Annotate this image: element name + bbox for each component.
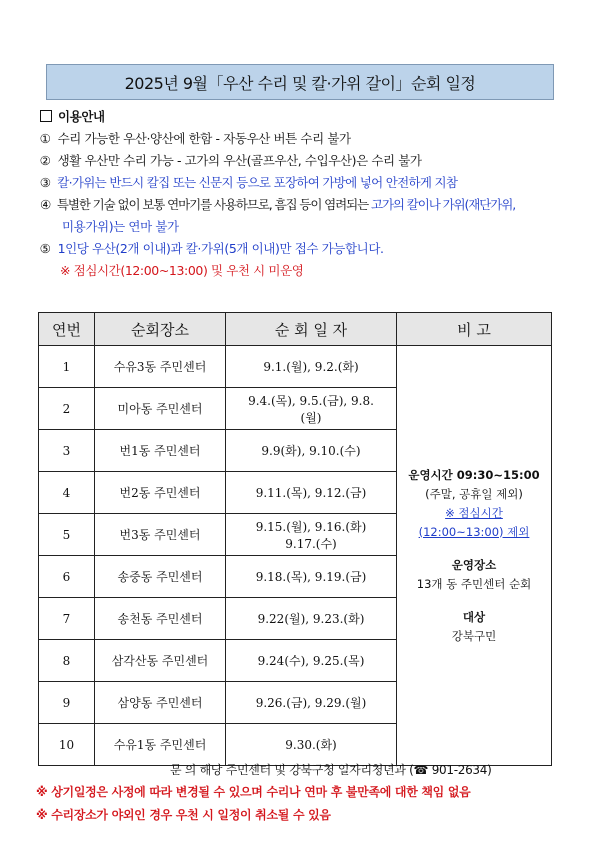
row-no: 2: [39, 388, 95, 430]
row-no: 3: [39, 430, 95, 472]
table-header-row: [39, 313, 552, 346]
guide-item-4: [36, 194, 576, 216]
place-label: 운영장소: [451, 557, 497, 572]
guide-item-text: 1인당 우산(2개 이내)과 칼·가위(5개 이내)만 접수 가능합니다.: [57, 241, 384, 256]
guide-item-number: ①: [39, 131, 51, 146]
lunch-label: ※ 점심시간: [445, 505, 503, 520]
row-dates: 9.11.(목), 9.12.(금): [226, 472, 397, 514]
row-no: 9: [39, 682, 95, 724]
row-place: 미아동 주민센터: [95, 388, 226, 430]
hours-sub: (주말, 공휴일 제외): [425, 486, 523, 501]
inquiry-line: 문 의 해당 주민센터 및 강북구청 일자리청년과 (☎ 901-2634): [170, 763, 492, 777]
row-place: 번1동 주민센터: [95, 430, 226, 472]
row-dates: 9.18.(목), 9.19.(금): [226, 556, 397, 598]
row-place: 수유1동 주민센터: [95, 724, 226, 766]
guide-item-4-cont: 미용가위)는 연마 불가: [62, 219, 179, 234]
footnote-2: ※ 수리장소가 야외인 경우 우천 시 일정이 취소될 수 있음: [36, 808, 331, 822]
usage-guide: [36, 106, 576, 282]
row-place: 수유3동 주민센터: [95, 346, 226, 388]
row-no: 8: [39, 640, 95, 682]
guide-item-1: [36, 128, 576, 150]
row-no: 10: [39, 724, 95, 766]
row-place: 송천동 주민센터: [95, 598, 226, 640]
hours-label: 운영시간 09:30~15:00: [408, 467, 540, 482]
row-dates: 9.1.(월), 9.2.(화): [226, 346, 397, 388]
place-value: 13개 동 주민센터 순회: [416, 576, 532, 591]
guide-note: ※ 점심시간(12:00~13:00) 및 우천 시 미운영: [60, 263, 304, 278]
guide-heading-row: [36, 106, 576, 128]
guide-item-5: [36, 238, 576, 260]
target-label: 대상: [462, 609, 486, 624]
guide-item-number: ③: [39, 175, 51, 190]
row-dates: 9.9(화), 9.10.(수): [226, 430, 397, 472]
row-dates: 9.15.(월), 9.16.(화) 9.17.(수): [226, 514, 397, 556]
guide-item-text-highlight: 고가의 칼이나 가위(재단가위,: [370, 197, 516, 212]
row-dates: 9.22(월), 9.23.(화): [226, 598, 397, 640]
target-value: 강북구민: [451, 628, 497, 643]
table-row: [39, 346, 552, 388]
guide-item-2: [36, 150, 576, 172]
row-dates: 9.4.(목), 9.5.(금), 9.8.(월): [226, 388, 397, 430]
header-place: 순회장소: [95, 313, 226, 346]
row-place: 번2동 주민센터: [95, 472, 226, 514]
row-dates: 9.26.(금), 9.29.(월): [226, 682, 397, 724]
row-no: 4: [39, 472, 95, 514]
notes-cell: [397, 346, 552, 766]
guide-item-text: 생활 우산만 수리 가능 - 고가의 우산(골프우산, 수입우산)은 수리 불가: [57, 153, 422, 168]
guide-item-text: 특별한 기술 없이 보통 연마기를 사용하므로, 흠집 등이 염려되는: [56, 197, 371, 212]
row-dates: 9.30.(화): [226, 724, 397, 766]
schedule-table: [38, 312, 552, 766]
header-notes: 비 고: [397, 313, 552, 346]
header-dates: 순 회 일 자: [226, 313, 397, 346]
guide-item-3: [36, 172, 576, 194]
guide-item-number: ②: [39, 153, 51, 168]
guide-item-number: ④: [39, 197, 51, 212]
footnote-1: ※ 상기일정은 사정에 따라 변경될 수 있으며 수리나 연마 후 불만족에 대한 책임 없음: [36, 785, 471, 799]
row-place: 송중동 주민센터: [95, 556, 226, 598]
guide-item-number: ⑤: [39, 241, 51, 256]
guide-item-text: 칼·가위는 반드시 칼집 또는 신문지 등으로 포장하여 가방에 넣어 안전하게 지참: [57, 175, 458, 190]
row-dates: 9.24(수), 9.25.(목): [226, 640, 397, 682]
guide-item-text: 수리 가능한 우산·양산에 한함 - 자동우산 버튼 수리 불가: [57, 131, 351, 146]
header-no: 연번: [39, 313, 95, 346]
lunch-time: (12:00~13:00) 제외: [418, 524, 530, 539]
row-place: 번3동 주민센터: [95, 514, 226, 556]
guide-heading: 이용안내: [58, 109, 105, 124]
page-title: 2025년 9월「우산 수리 및 칼·가위 갈이」순회 일정: [46, 64, 554, 100]
row-place: 삼양동 주민센터: [95, 682, 226, 724]
row-place: 삼각산동 주민센터: [95, 640, 226, 682]
checkbox-icon: [40, 110, 52, 122]
row-no: 5: [39, 514, 95, 556]
row-no: 7: [39, 598, 95, 640]
row-no: 6: [39, 556, 95, 598]
row-no: 1: [39, 346, 95, 388]
